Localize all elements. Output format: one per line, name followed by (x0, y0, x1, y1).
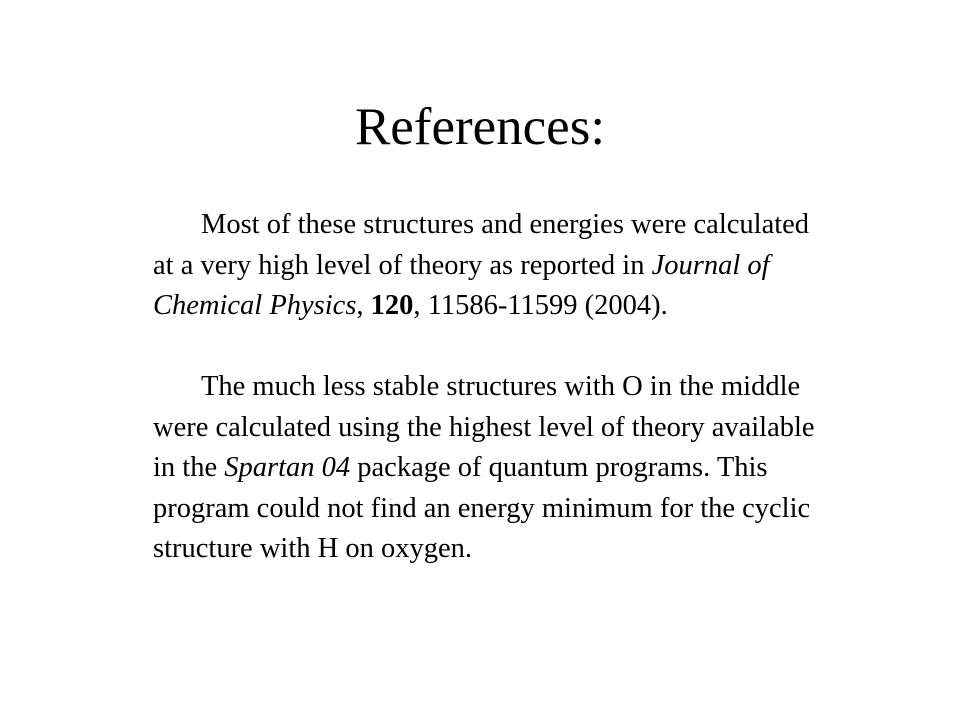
paragraph-1-text-a: Most of these structures and energies were calculated at a very high level of theory as reported in (153, 209, 810, 281)
slide-body (153, 205, 833, 570)
paragraph-2-text-b: package of quantum programs. This program could not find an energy minimum for the cyclic structure with H on oxygen. (153, 452, 811, 564)
software-name: Spartan 04 (224, 452, 351, 483)
reference-paragraph-1 (153, 205, 833, 327)
reference-paragraph-2 (153, 367, 833, 570)
paragraph-1-text-b: , (356, 290, 371, 321)
journal-volume: 120 (370, 290, 414, 321)
paragraph-2-text-a: The much less stable structures with O in the middle were calculated using the highest level of theory available in the (153, 371, 815, 483)
paragraph-1-text-c: , 11586-11599 (2004). (413, 290, 668, 321)
journal-title: Journal of Chemical Physics (153, 249, 770, 321)
slide-title: References: (354, 98, 606, 156)
